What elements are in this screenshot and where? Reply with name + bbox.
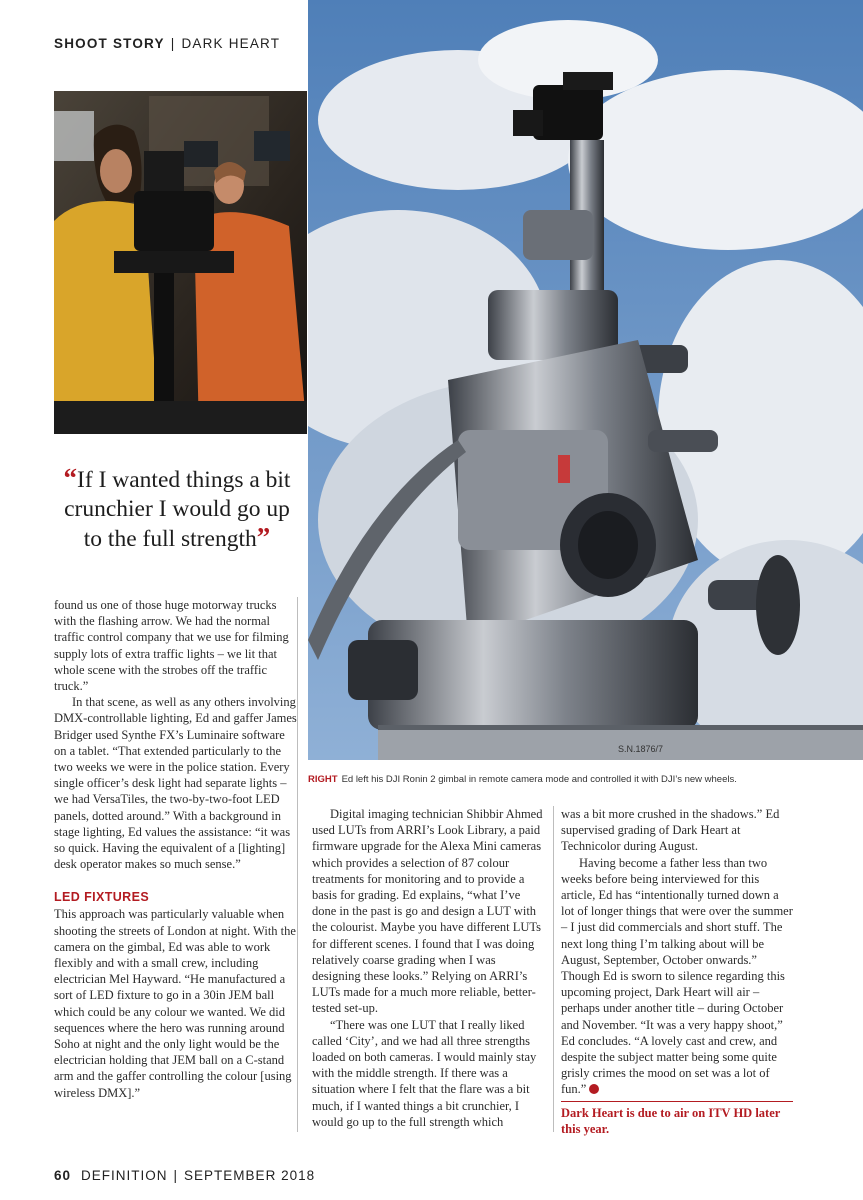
pull-quote <box>54 464 300 554</box>
paragraph: This approach was particularly valuable when shooting the streets of London at night. With the camera on the gimbal, Ed was able to work flexibly and with a small crew, including electrician Mel Hayward. “He manufactured a sort of LED fixture to go in a 30in JEM ball which could be any colour we wanted. We did sequences where the hero was running around Soho at night and the only light would be the electrician holding that JEM ball on a C-stand arm and the gaffer controlling the colour [using wireless DMX].” <box>54 907 296 1100</box>
crew-photo <box>54 91 307 434</box>
story-label: DARK HEART <box>181 36 281 51</box>
end-mark-icon <box>589 1084 599 1094</box>
serial-number: S.N.1876/7 <box>618 744 664 754</box>
column-rule-1 <box>297 597 298 1132</box>
paragraph: found us one of those huge motorway trucks with the flashing arrow. We had the normal traffic control company that we use for filming supply lots of extra traffic lights – we lit that whole scene with the strobes off the traffic truck.” <box>54 598 289 694</box>
pull-quote-text: If I wanted things a bit crunchier I would go up to the full strength <box>64 467 291 552</box>
issue-date: SEPTEMBER 2018 <box>184 1168 316 1183</box>
close-quote-mark: ” <box>256 522 271 552</box>
paragraph: Digital imaging technician Shibbir Ahmed used LUTs from ARRI’s Look Library, a paid firmware upgrade for the Alexa Mini cameras which provides a selection of 87 colour treatments for monitoring and to provide a basis for grading. Ed explains, “what I’ve done in the past is go and design a LUT with the colourist. Maybe you have different LUTs for different scenes. I found that I was doing relatively coarse grading when I was designing these looks.” Relying on ARRI’s LUTs made for a much more reliable, better-tested set-up. <box>312 807 543 1016</box>
air-date-tagline: Dark Heart is due to air on ITV HD later this year. <box>561 1106 781 1137</box>
section-label: SHOOT STORY <box>54 36 165 51</box>
paragraph: was a bit more crushed in the shadows.” Ed supervised grading of Dark Heart at Technicolor during August. <box>561 807 780 854</box>
magazine-name: DEFINITION <box>81 1168 168 1183</box>
column-rule-2 <box>553 806 554 1132</box>
caption-label: RIGHT <box>308 774 338 785</box>
subheading-led-fixtures: LED FIXTURES <box>54 890 150 905</box>
paragraph: “There was one LUT that I really liked called ‘City’, and we had all three strengths loaded on both cameras. I would mainly stay with the middle strength. If there was a situation where I felt that the flare was a bit much, if I wanted things a bit crunchier, I would go up to the full strength which <box>312 1017 537 1129</box>
header-separator: | <box>170 36 176 51</box>
section-header <box>54 36 280 51</box>
body-column-2 <box>312 806 547 1130</box>
open-quote-mark: “ <box>63 463 78 493</box>
page-number: 60 <box>54 1168 72 1183</box>
body-column-1 <box>54 597 297 1101</box>
paragraph-final <box>561 855 793 1098</box>
caption-text: Ed left his DJI Ronin 2 gimbal in remote camera mode and controlled it with DJI’s new wheels. <box>341 774 737 785</box>
photo-caption <box>308 774 863 785</box>
footer-separator: | <box>173 1168 179 1183</box>
gimbal-photo <box>308 0 863 760</box>
body-column-3 <box>561 806 793 1098</box>
paragraph: In that scene, as well as any others involving DMX-controllable lighting, Ed and gaffer James Bridger used Synthe FX’s Luminaire software on a tablet. “That extended particularly to the two weeks we were in the police station. Every single officer’s desk light had separate lights – we had VersaTiles, the two-by-two-foot LED panels, dotted around.” With a background in stage lighting, Ed values the assistance: “it was so quick. Having the equivalent of a [lighting] desk operator makes so much sense.” <box>54 695 297 872</box>
end-rule <box>561 1101 793 1102</box>
paragraph-final-text: Having become a father less than two weeks before being interviewed for this article, Ed has “intentionally turned down a lot of longer things that were over the summer – I just did commercials and short stuff. The next long thing I’m talking about will be August, September, October onwards.” Though Ed is sworn to silence regarding this upcoming project, Dark Heart will air – perhaps under another title – during October and November. “It was a very happy shoot,” Ed concludes. “A lovely cast and crew, and despite the subject matter being some quite grisly crimes the mood on set was a lot of fun.” <box>561 855 793 1097</box>
page-footer <box>54 1168 315 1183</box>
